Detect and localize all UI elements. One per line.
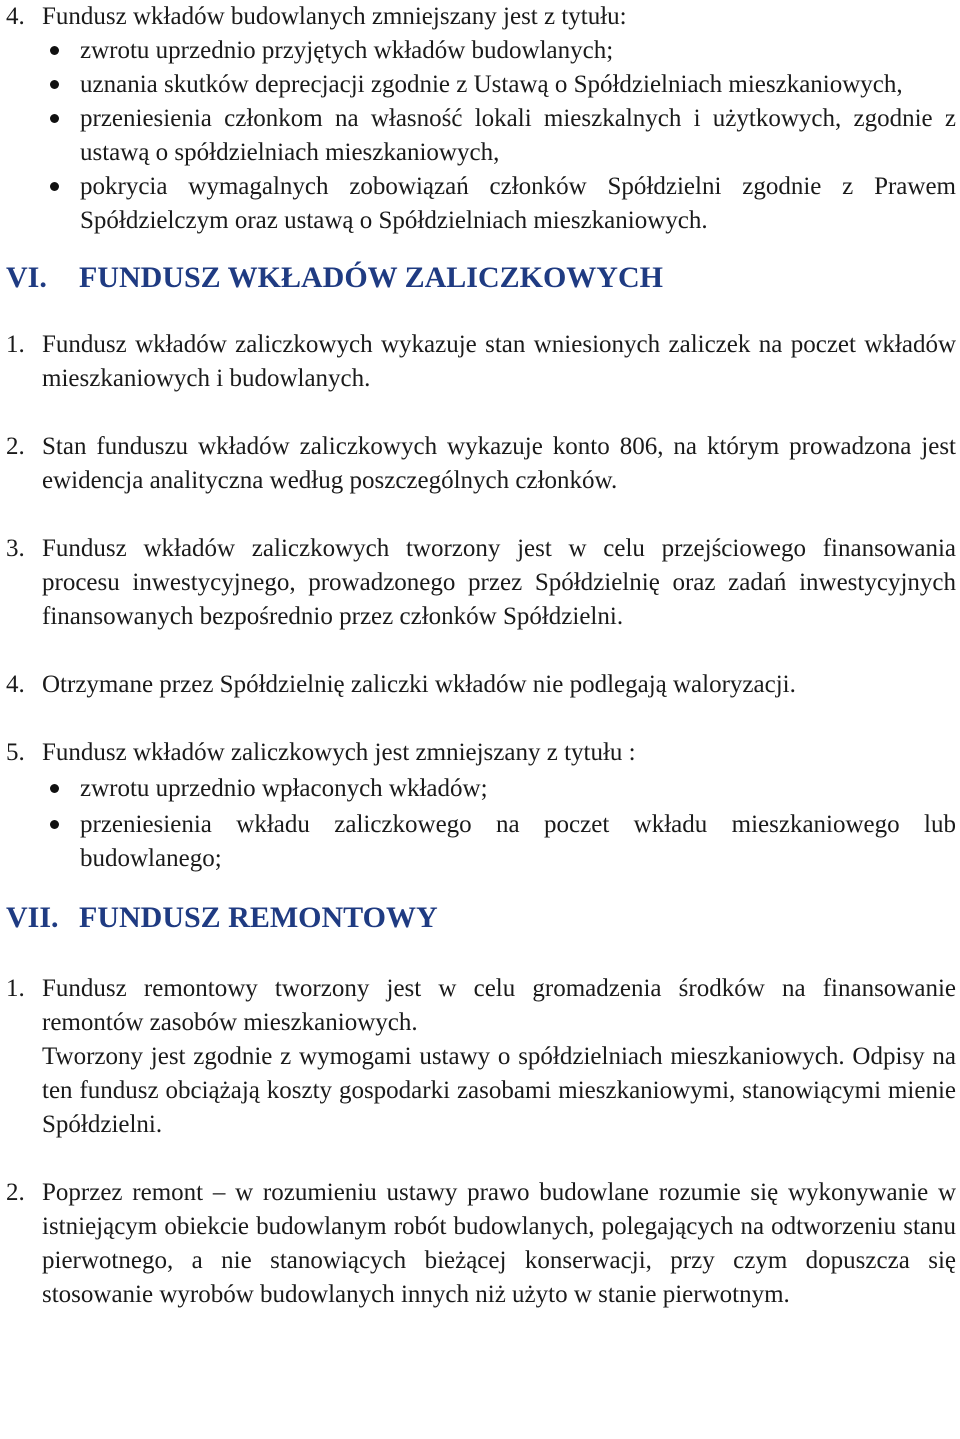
bullet-item: przeniesienia członkom na własność lokali mieszkalnych i użytkowych, zgodnie z ustawą o spółdzielniach mieszkaniowych, [6, 102, 956, 170]
item-text: Poprzez remont – w rozumieniu ustawy prawo budowlane rozumie się wykonywanie w istniejącym obiekcie budowlanym robót budowlanych, polegających na odtworzeniu stanu pierwotnego, a nie stanowiących bieżącej konserwacji, przy czym dopuszcza się stosowanie wyrobów budowlanych innych niż użyto w stanie pierwotnym. [42, 1179, 956, 1308]
chapter-number: VI. [6, 261, 47, 294]
section4-item [6, 0, 956, 34]
item-text: Otrzymane przez Spółdzielnię zaliczki wkładów nie podlegają waloryzacji. [42, 671, 796, 698]
item-text: Fundusz wkładów zaliczkowych wykazuje stan wniesionych zaliczek na poczet wkładów mieszkaniowych i budowlanych. [42, 331, 956, 392]
numbered-item [6, 668, 956, 702]
item5-bullet-list [6, 772, 956, 876]
numbered-item [6, 1176, 956, 1312]
bullet-dot-icon [6, 34, 80, 68]
chapter-title: FUNDUSZ REMONTOWY [79, 901, 438, 934]
item-number: 4. [6, 3, 25, 30]
numbered-item [6, 532, 956, 634]
numbered-item [6, 972, 956, 1040]
bullet-item: uznania skutków deprecjacji zgodnie z Ustawą o Spółdzielniach mieszkaniowych, [6, 68, 956, 102]
item-text: Fundusz wkładów zaliczkowych tworzony jest w celu przejściowego finansowania procesu inwestycyjnego, prowadzonego przez Spółdzielnię oraz zadań inwestycyjnych finansowanych bezpośrednio przez członków Spółdzielni. [42, 535, 956, 630]
bullet-dot-icon [6, 68, 80, 102]
item-number: 1. [6, 975, 25, 1002]
item-text: Fundusz wkładów budowlanych zmniejszany jest z tytułu: [42, 3, 627, 30]
bullet-dot-icon [6, 808, 80, 842]
item-number: 1. [6, 331, 25, 358]
item-number: 2. [6, 433, 25, 460]
bullet-item: zwrotu uprzednio wpłaconych wkładów; [6, 772, 956, 806]
chapter-number: VII. [6, 901, 59, 934]
chapter-heading [6, 258, 956, 298]
bullet-dot-icon [6, 102, 80, 136]
item-text: Fundusz wkładów zaliczkowych jest zmniejszany z tytułu : [42, 739, 636, 766]
item-continuation: Tworzony jest zgodnie z wymogami ustawy o spółdzielniach mieszkaniowych. Odpisy na ten fundusz obciążają koszty gospodarki zasobami mieszkaniowymi, stanowiącymi mienie Spółdzielni. [42, 1043, 956, 1138]
chapter-title: FUNDUSZ WKŁADÓW ZALICZKOWYCH [79, 261, 663, 294]
bullet-item: przeniesienia wkładu zaliczkowego na poczet wkładu mieszkaniowego lub budowlanego; [6, 808, 956, 876]
item-text: Stan funduszu wkładów zaliczkowych wykazuje konto 806, na którym prowadzona jest ewidencja analityczna według poszczególnych członków. [42, 433, 956, 494]
item-number: 5. [6, 739, 25, 766]
item-number: 3. [6, 535, 25, 562]
bullet-item: pokrycia wymagalnych zobowiązań członków Spółdzielni zgodnie z Prawem Spółdzielczym oraz ustawą o Spółdzielniach mieszkaniowych. [6, 170, 956, 238]
bullet-item: zwrotu uprzednio przyjętych wkładów budowlanych; [6, 34, 956, 68]
section4-bullet-list [6, 34, 956, 238]
item-text: Fundusz remontowy tworzony jest w celu gromadzenia środków na finansowanie remontów zasobów mieszkaniowych. [42, 975, 956, 1036]
chapter-heading [6, 898, 956, 938]
item-number: 2. [6, 1179, 25, 1206]
numbered-item [6, 430, 956, 498]
bullet-dot-icon [6, 772, 80, 806]
numbered-item [6, 328, 956, 396]
bullet-dot-icon [6, 170, 80, 204]
item-number: 4. [6, 671, 25, 698]
numbered-item [6, 736, 956, 770]
